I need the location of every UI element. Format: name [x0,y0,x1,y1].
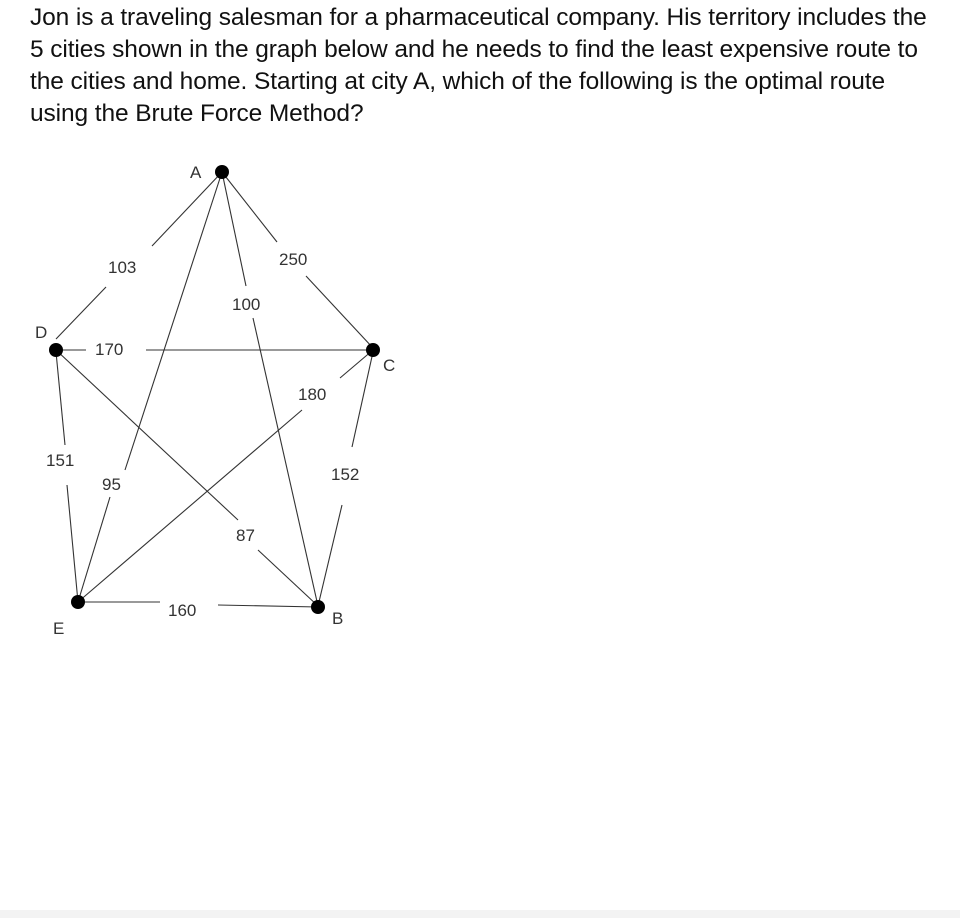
edge-d-b [56,350,238,520]
weight-label-c-b: 152 [331,465,360,484]
weight-label-d-e: 151 [46,451,75,470]
node-d [49,343,63,357]
edge-d-b-segment [258,550,318,606]
node-label-d: D [35,323,48,342]
edge-c-b-segment [318,505,342,606]
edge-a-c [222,172,277,242]
edge-c-e-segment [78,410,302,602]
edge-a-b-segment [253,318,318,606]
node-c [366,343,380,357]
edge-a-c-segment [306,276,373,348]
edge-a-b [222,172,246,286]
weight-label-a-b: 100 [232,295,261,314]
weight-label-d-b: 87 [236,526,255,545]
weight-label-d-c: 170 [95,340,124,359]
edge-a-e [125,172,222,470]
edge-d-e-segment [67,485,78,602]
weight-label-a-c: 250 [279,250,308,269]
question-text: Jon is a traveling salesman for a pharmaceutical company. His territory includes the 5 cities shown in the graph below and he needs to find the least expensive route to the cities and home. Starting at city A, which of the following is the optimal route using the Brute Force Method? [30,4,927,127]
edge-a-e-segment [78,497,110,602]
page-bottom-strip [0,910,960,918]
node-label-b: B [332,609,344,628]
weight-label-c-e: 180 [298,385,327,404]
edge-a-d [152,172,222,246]
edge-a-d-segment [56,287,106,339]
weight-label-e-b: 160 [168,601,197,620]
node-label-c: C [383,356,396,375]
node-a [215,165,229,179]
node-b [311,600,325,614]
edge-weight-labels [46,250,359,620]
edge-d-e [56,352,65,445]
weight-label-a-d: 103 [108,258,137,277]
node-label-a: A [190,163,202,182]
edge-e-b-segment [218,605,318,607]
edge-c-b [352,352,373,447]
weight-label-a-e: 95 [102,475,121,494]
node-label-e: E [53,619,65,638]
node-e [71,595,85,609]
